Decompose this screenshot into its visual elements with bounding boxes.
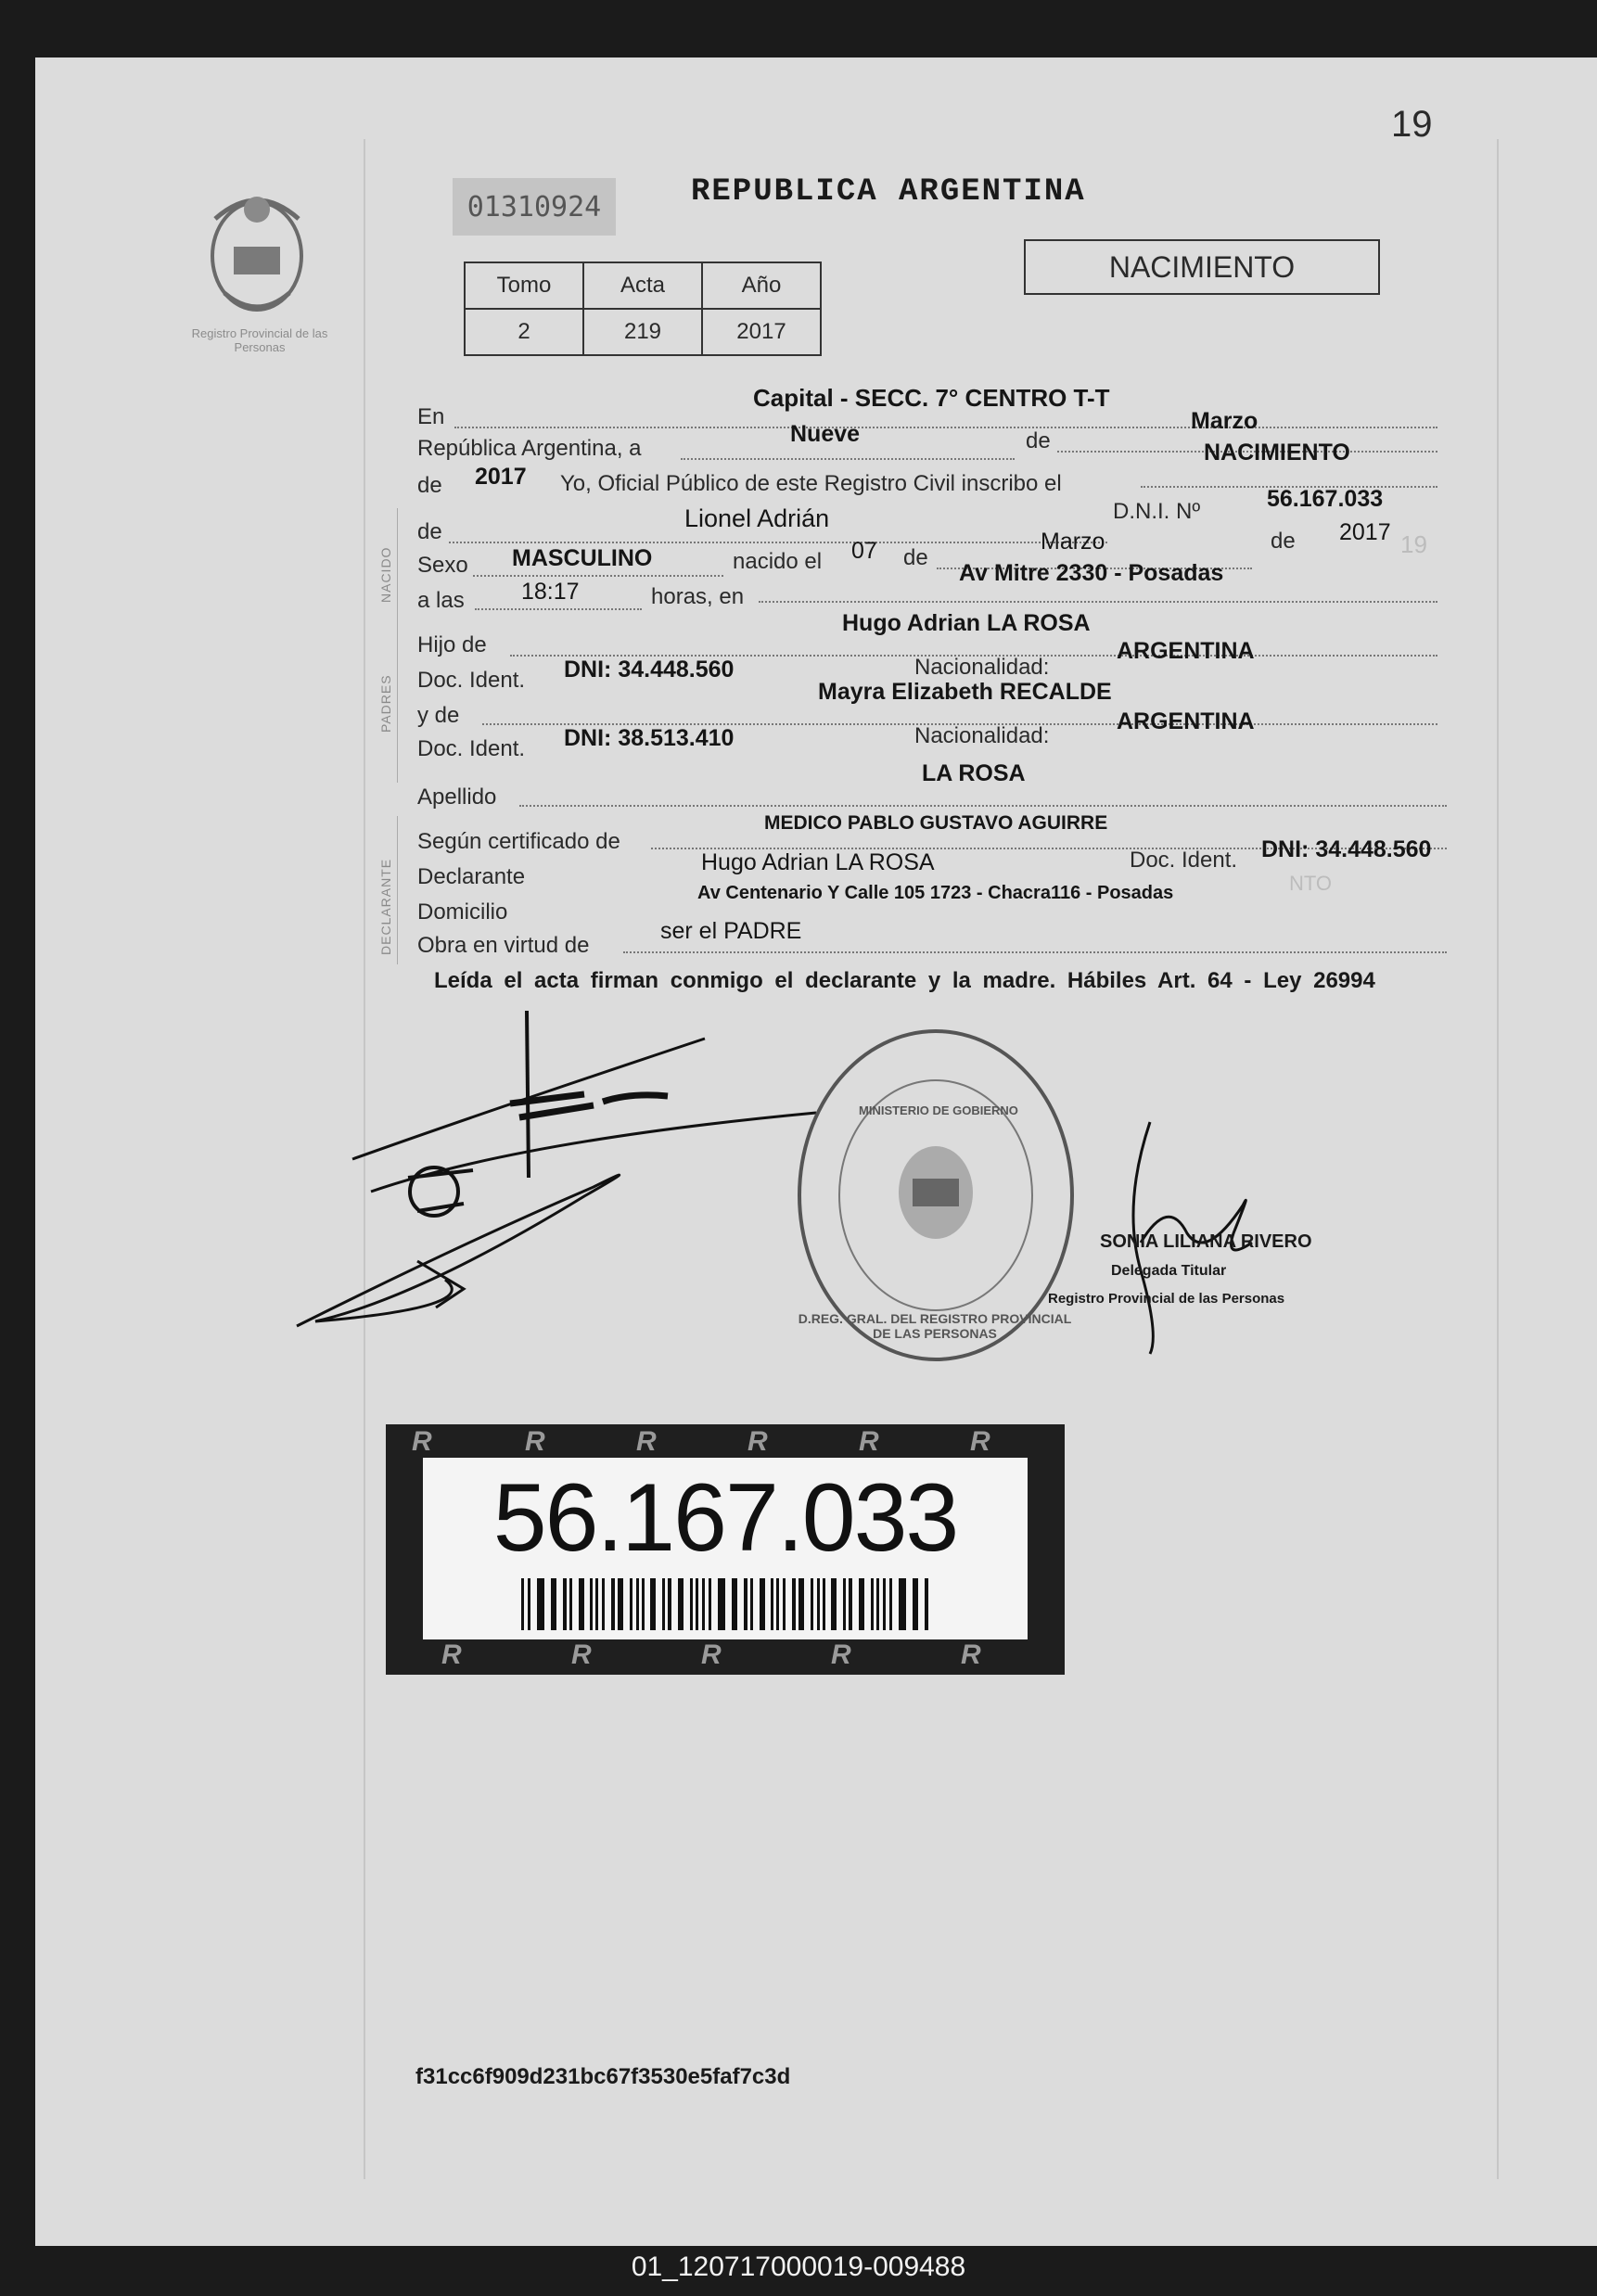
value-domicilio: Av Centenario Y Calle 105 1723 - Chacra116 - Posadas: [697, 883, 1174, 903]
barcode-bar: [843, 1578, 846, 1630]
security-pattern-icon: R: [859, 1426, 879, 1457]
label-de-nacido-anio: de: [1271, 529, 1296, 554]
dotted-line: [454, 427, 1437, 428]
stamp-outer-text: D.REG. GRAL. DEL REGISTRO PROVINCIAL DE LAS PERSONAS: [798, 1311, 1072, 1341]
barcode-bar: [760, 1578, 765, 1630]
barcode-bar: [709, 1578, 711, 1630]
label-nacionalidad-madre: Nacionalidad:: [914, 723, 1050, 748]
document-type-box: NACIMIENTO: [1024, 239, 1380, 295]
barcode-bar: [537, 1578, 544, 1630]
barcode-bar: [718, 1578, 725, 1630]
value-acto: NACIMIENTO: [1204, 440, 1350, 466]
section-label-padres: PADRES: [378, 674, 393, 733]
barcode-bar: [776, 1578, 779, 1630]
value-nacido-anio: 2017: [1339, 519, 1391, 545]
barcode-number: 56.167.033: [492, 1464, 958, 1572]
security-pattern-icon: R: [970, 1426, 990, 1457]
barcode: [521, 1578, 929, 1630]
barcode-bar: [690, 1578, 693, 1630]
label-y-de: y de: [417, 703, 460, 728]
dotted-line: [519, 805, 1447, 807]
barcode-bar: [642, 1578, 645, 1630]
value-certificado: MEDICO PABLO GUSTAVO AGUIRRE: [764, 812, 1108, 834]
barcode-bar: [590, 1578, 593, 1630]
closing-statement: Leída el acta firman conmigo el declarante y la madre. Hábiles Art. 64 - Ley 26994: [434, 968, 1375, 993]
barcode-bar: [521, 1578, 524, 1630]
barcode-bar: [563, 1578, 567, 1630]
stamp-emblem-icon: [885, 1137, 987, 1248]
label-yo-oficial: Yo, Oficial Público de este Registro Civil inscribo el: [560, 471, 1062, 496]
register-value-acta: 219: [583, 309, 702, 355]
value-dni: 56.167.033: [1267, 486, 1384, 512]
section-label-declarante: DECLARANTE: [378, 858, 393, 955]
barcode-bar: [876, 1578, 879, 1630]
security-pattern-icon: R: [961, 1639, 981, 1670]
value-nacido-mes: Marzo: [1041, 529, 1105, 555]
label-republica: República Argentina, a: [417, 436, 642, 461]
section-divider-declarante: [397, 816, 398, 964]
label-declarante: Declarante: [417, 864, 526, 889]
value-hora: 18:17: [521, 579, 580, 605]
value-padre-doc: DNI: 34.448.560: [564, 657, 735, 682]
register-header-anio: Año: [702, 262, 821, 309]
label-horas-en: horas, en: [651, 584, 745, 609]
barcode-bar: [913, 1578, 918, 1630]
value-madre-doc: DNI: 38.513.410: [564, 725, 735, 751]
value-sexo: MASCULINO: [512, 545, 653, 571]
barcode-bar: [668, 1578, 671, 1630]
value-anio: 2017: [475, 464, 527, 490]
barcode-bar: [925, 1578, 928, 1630]
register-table: [464, 261, 822, 356]
value-madre: Mayra Elizabeth RECALDE: [818, 679, 1112, 705]
label-de-nacido-mes: de: [903, 545, 928, 570]
barcode-bar: [792, 1578, 796, 1630]
barcode-bar: [798, 1578, 804, 1630]
barcode-bar: [602, 1578, 605, 1630]
barcode-bar: [811, 1578, 813, 1630]
label-hijo-de: Hijo de: [417, 632, 487, 657]
barcode-bar: [871, 1578, 874, 1630]
security-pattern-icon: R: [441, 1639, 462, 1670]
barcode-bar: [732, 1578, 737, 1630]
barcode-bar: [662, 1578, 665, 1630]
barcode-bar: [889, 1578, 892, 1630]
barcode-bar: [750, 1578, 753, 1630]
country-title: REPUBLICA ARGENTINA: [691, 174, 1086, 210]
emblem-caption: Registro Provincial de las Personas: [191, 326, 328, 354]
value-obra: ser el PADRE: [660, 918, 802, 944]
label-obra-en-virtud: Obra en virtud de: [417, 933, 590, 958]
value-nacido-dia: 07: [851, 538, 877, 564]
barcode-bar: [849, 1578, 852, 1630]
section-label-nacido: NACIDO: [378, 546, 393, 603]
label-nacionalidad-padre: Nacionalidad:: [914, 655, 1050, 680]
coat-of-arms-icon: [197, 182, 317, 319]
value-madre-nacionalidad: ARGENTINA: [1117, 708, 1255, 734]
barcode-bar: [859, 1578, 864, 1630]
label-doc-ident-declarante: Doc. Ident.: [1130, 848, 1238, 873]
barcode-bar: [744, 1578, 747, 1630]
barcode-bar: [618, 1578, 623, 1630]
barcode-bar: [702, 1578, 705, 1630]
barcode-bar: [528, 1578, 530, 1630]
security-pattern-icon: R: [747, 1426, 768, 1457]
label-en: En: [417, 404, 445, 429]
bleed-through-text: 19: [1400, 530, 1427, 558]
barcode-bar: [831, 1578, 837, 1630]
file-identifier: 01_120717000019-009488: [631, 2251, 966, 2282]
label-segun-certificado: Según certificado de: [417, 829, 620, 854]
security-pattern-icon: R: [412, 1426, 432, 1457]
section-divider-padres: [397, 644, 398, 783]
declarant-signature: [278, 1001, 853, 1354]
register-value-tomo: 2: [465, 309, 583, 355]
dotted-line: [449, 542, 1107, 543]
bleed-through-text: NTO: [1289, 872, 1333, 895]
label-de-anio: de: [417, 473, 442, 498]
barcode-bar: [630, 1578, 632, 1630]
barcode-bar: [551, 1578, 556, 1630]
label-domicilio: Domicilio: [417, 899, 508, 925]
value-declarante-doc: DNI: 34.448.560: [1261, 836, 1432, 862]
value-declarante: Hugo Adrian LA ROSA: [701, 849, 935, 875]
barcode-bar: [696, 1578, 698, 1630]
barcode-bar: [899, 1578, 906, 1630]
document-number: 01310924: [453, 178, 616, 236]
security-pattern-icon: R: [701, 1639, 722, 1670]
stamp-inner-ring: [838, 1079, 1033, 1311]
value-padre: Hugo Adrian LA ROSA: [842, 610, 1091, 636]
label-doc-ident-madre: Doc. Ident.: [417, 736, 526, 761]
dotted-line: [475, 608, 642, 610]
value-apellido: LA ROSA: [922, 760, 1026, 786]
label-apellido: Apellido: [417, 784, 497, 810]
barcode-bar: [771, 1578, 773, 1630]
security-pattern-icon: R: [636, 1426, 657, 1457]
official-role: Delegada Titular: [1111, 1263, 1227, 1279]
page-number: 19: [1391, 104, 1433, 145]
dotted-line: [681, 458, 1015, 460]
value-dia: Nueve: [790, 421, 861, 447]
barcode-bar: [883, 1578, 886, 1630]
security-pattern-icon: R: [525, 1426, 545, 1457]
section-divider-nacido: [397, 508, 398, 644]
barcode-bar: [595, 1578, 598, 1630]
barcode-label: [386, 1424, 1065, 1675]
dotted-line: [473, 575, 723, 577]
value-lugar: Capital - SECC. 7° CENTRO T-T: [753, 384, 1110, 412]
barcode-bar: [678, 1578, 684, 1630]
label-de-mes: de: [1026, 428, 1051, 453]
label-sexo: Sexo: [417, 553, 468, 578]
value-nombre: Lionel Adrián: [684, 504, 830, 532]
label-dni: D.N.I. Nº: [1113, 499, 1201, 524]
barcode-bar: [611, 1578, 615, 1630]
barcode-bar: [817, 1578, 820, 1630]
barcode-bar: [823, 1578, 825, 1630]
value-lugar-nacimiento: Av Mitre 2330 - Posadas: [959, 560, 1224, 586]
dotted-line: [759, 601, 1437, 603]
label-nacido-el: nacido el: [733, 549, 823, 574]
barcode-bar: [636, 1578, 639, 1630]
security-pattern-icon: R: [831, 1639, 851, 1670]
register-value-anio: 2017: [702, 309, 821, 355]
barcode-bar: [783, 1578, 786, 1630]
register-header-acta: Acta: [583, 262, 702, 309]
barcode-bar: [650, 1578, 656, 1630]
label-a-las: a las: [417, 588, 465, 613]
official-name: SONIA LILIANA RIVERO: [1100, 1231, 1312, 1252]
dotted-line: [623, 951, 1447, 953]
label-de-nombre: de: [417, 519, 442, 544]
register-header-tomo: Tomo: [465, 262, 583, 309]
value-mes: Marzo: [1191, 408, 1258, 434]
document-hash: f31cc6f909d231bc67f3530e5faf7c3d: [415, 2064, 791, 2089]
barcode-bar: [569, 1578, 572, 1630]
value-padre-nacionalidad: ARGENTINA: [1117, 638, 1255, 664]
barcode-bar: [579, 1578, 584, 1630]
barcode-white-area: [423, 1458, 1028, 1639]
stamp-inner-text: MINISTERIO DE GOBIERNO: [859, 1103, 1018, 1117]
security-pattern-icon: R: [571, 1639, 592, 1670]
official-stamp: [798, 1029, 1074, 1361]
label-doc-ident-padre: Doc. Ident.: [417, 668, 526, 693]
official-office: Registro Provincial de las Personas: [1048, 1291, 1285, 1307]
